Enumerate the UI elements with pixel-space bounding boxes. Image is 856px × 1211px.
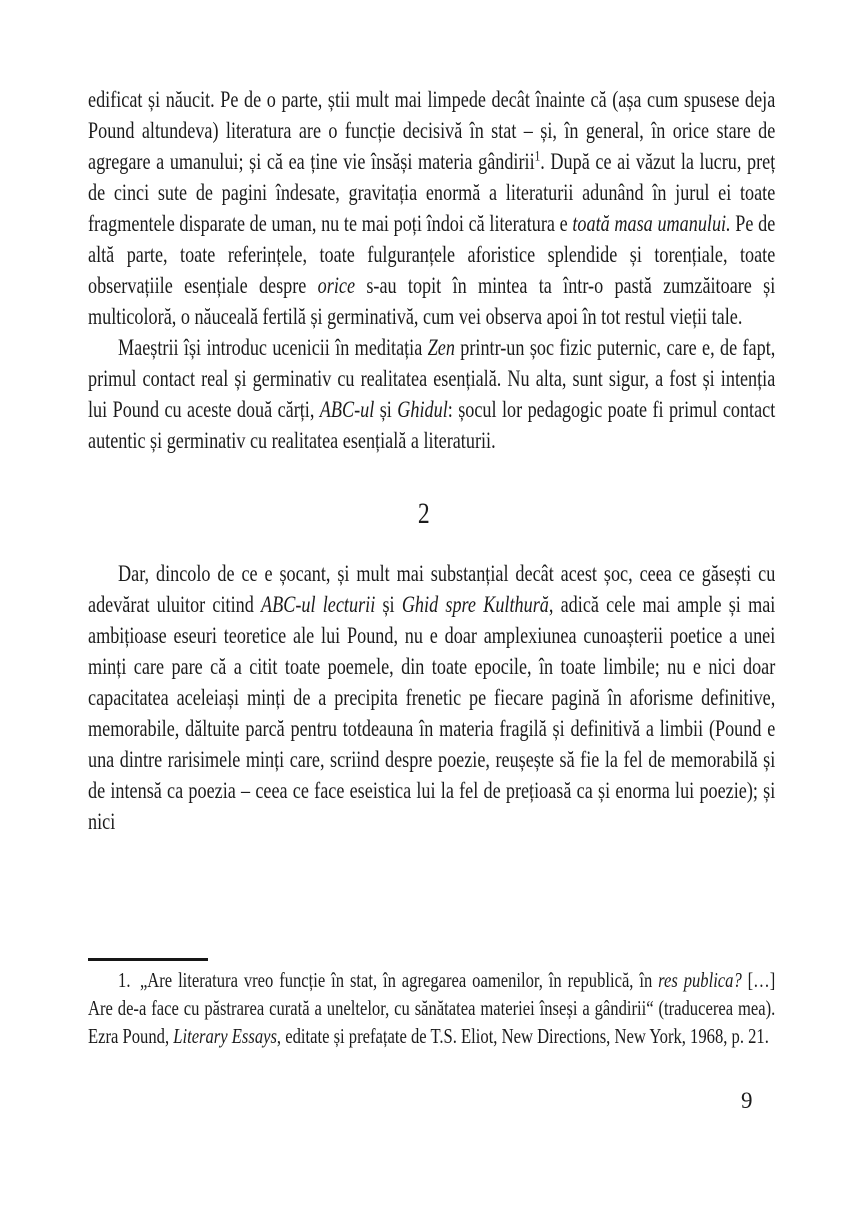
paragraph: Dar, dincolo de ce e șocant, și mult mai substanțial decât acest șoc, ceea ce găsești cu adevărat uluitor citind ABC-ul lecturii și Ghid spre Kulthură, adică cele mai ample și mai ambițioase eseuri teoretice ale lui Pound, nu e doar amplexiunea cunoașterii poetice a unei minți care pare că a citit toate poemele, din toate epocile, în toate limbile; nu e nici doar capacitatea aceleiași minți de a precipita frenetic pe fiecare pagină în aforisme definitive, memorabile, dăltuite parcă pentru totdeauna în materia fragilă și definitivă a limbii (Pound e una dintre rarisimele minți care, scriind despre poezie, reușește să fie la fel de memorabilă și de intensă ca poezia – ceea ce face eseistica lui la fel de prețioasă ca și enorma lui poezie); și nici <box>88 561 776 834</box>
section-number-heading: 2 <box>417 497 430 530</box>
paragraph: Maeștrii își introduc ucenicii în meditația Zen printr-un șoc fizic puternic, care e, de fapt, primul contact real și germinativ cu realitatea esențială. Nu alta, sunt sigur, a fost și intenția lui Pound cu aceste două cărți, ABC-ul și Ghidul: șocul lor pedagogic poate fi primul contact autentic și germinativ cu realitatea esențială a literaturii. <box>88 335 776 453</box>
paragraph-continuation: edificat și năucit. Pe de o parte, știi mult mai limpede decât înainte că (așa cum spusese deja Pound altundeva) literatura are o funcție decisivă în stat – și, în general, în orice stare de agregare a umanului; și că ea ține vie însăși materia gândirii$^1$. După ce ai văzut la lucru, preț de cinci sute de pagini îndesate, gravitația enormă a literaturii adunând în jurul ei toate fragmentele disparate de uman, nu te mai poți îndoi că literatura e toată masa umanului. Pe de altă parte, toate referințele, toate fulguranțele aforistice splendide și torențiale, toate observațiile esențiale despre orice s-au topit în mintea ta într-o pastă zumzăitoare și multicoloră, o năuceală fertilă și germinativă, cum vei observa apoi în tot restul vieții tale. <box>88 87 776 329</box>
footnote-text <box>88 966 775 1050</box>
page-number: 9 <box>741 1088 753 1113</box>
body-text-column <box>88 84 775 837</box>
footnote-body: „Are literatura vreo funcție în stat, în agregarea oamenilor, în republică, în res publica? […] Are de-a face cu păstrarea curată a uneltelor, cu sănătatea materiei înseși a gândirii“ (traducerea mea). Ezra Pound, Literary Essays, editate și prefațate de T.S. Eliot, New Directions, New York, 1968, p. 21. <box>88 968 776 1048</box>
footnote-number: 1. <box>118 968 131 992</box>
footnote-column <box>88 966 775 1050</box>
footnote-separator-rule <box>88 958 208 961</box>
